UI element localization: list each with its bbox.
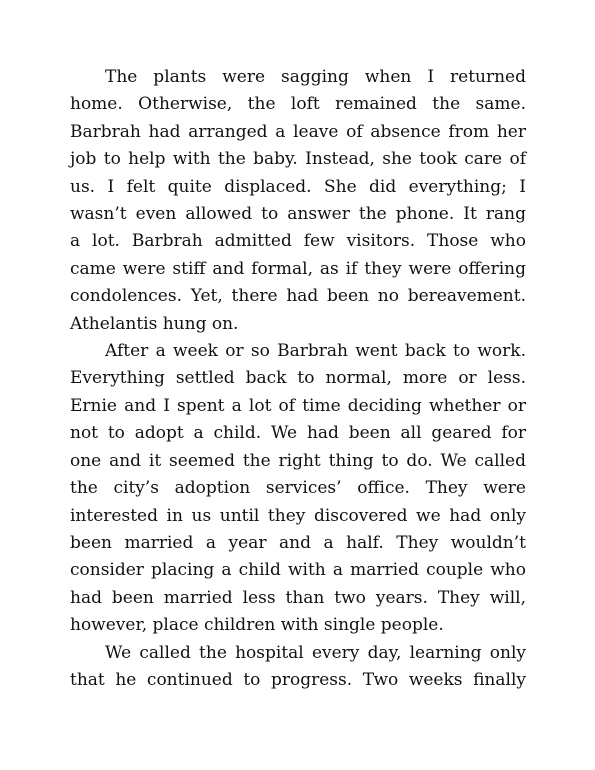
paragraph-2 [70,338,526,639]
text-line: a lot. Barbrah admitted few visitors. Those who [70,231,526,252]
text-line: however, place children with single people. [70,615,444,636]
text-line: job to help with the baby. Instead, she took care of [70,149,526,170]
text-line: Everything settled back to normal, more or less. [70,368,526,389]
text-line: consider placing a child with a married couple who [70,560,526,581]
text-line: Barbrah had arranged a leave of absence from her [70,121,526,142]
text-line: After a week or so Barbrah went back to work. [105,341,526,362]
text-line: been married a year and a half. They wouldn’t [70,532,526,553]
text-line: came were stiff and formal, as if they were offering [70,258,526,279]
paragraph-1 [70,64,526,338]
text-line: interested in us until they discovered we had only [70,505,526,526]
text-line: wasn’t even allowed to answer the phone. It rang [70,204,526,225]
text-line: had been married less than two years. They will, [70,587,526,608]
body-text [70,64,526,694]
text-line: one and it seemed the right thing to do. We called [70,450,526,471]
text-line: that he continued to progress. Two weeks finally [70,669,526,690]
paragraph-3 [70,640,526,695]
text-line: us. I felt quite displaced. She did everything; I [70,176,526,197]
text-line: home. Otherwise, the loft remained the same. [70,94,526,115]
text-line: not to adopt a child. We had been all geared for [70,423,526,444]
text-line: The plants were sagging when I returned [105,67,526,87]
text-line: the city’s adoption services’ office. They were [70,478,526,499]
text-line: Athelantis hung on. [70,313,239,334]
text-line: Ernie and I spent a lot of time deciding whether or [70,395,526,416]
text-line: We called the hospital every day, learning only [105,642,526,663]
text-line: condolences. Yet, there had been no bereavement. [70,286,526,307]
